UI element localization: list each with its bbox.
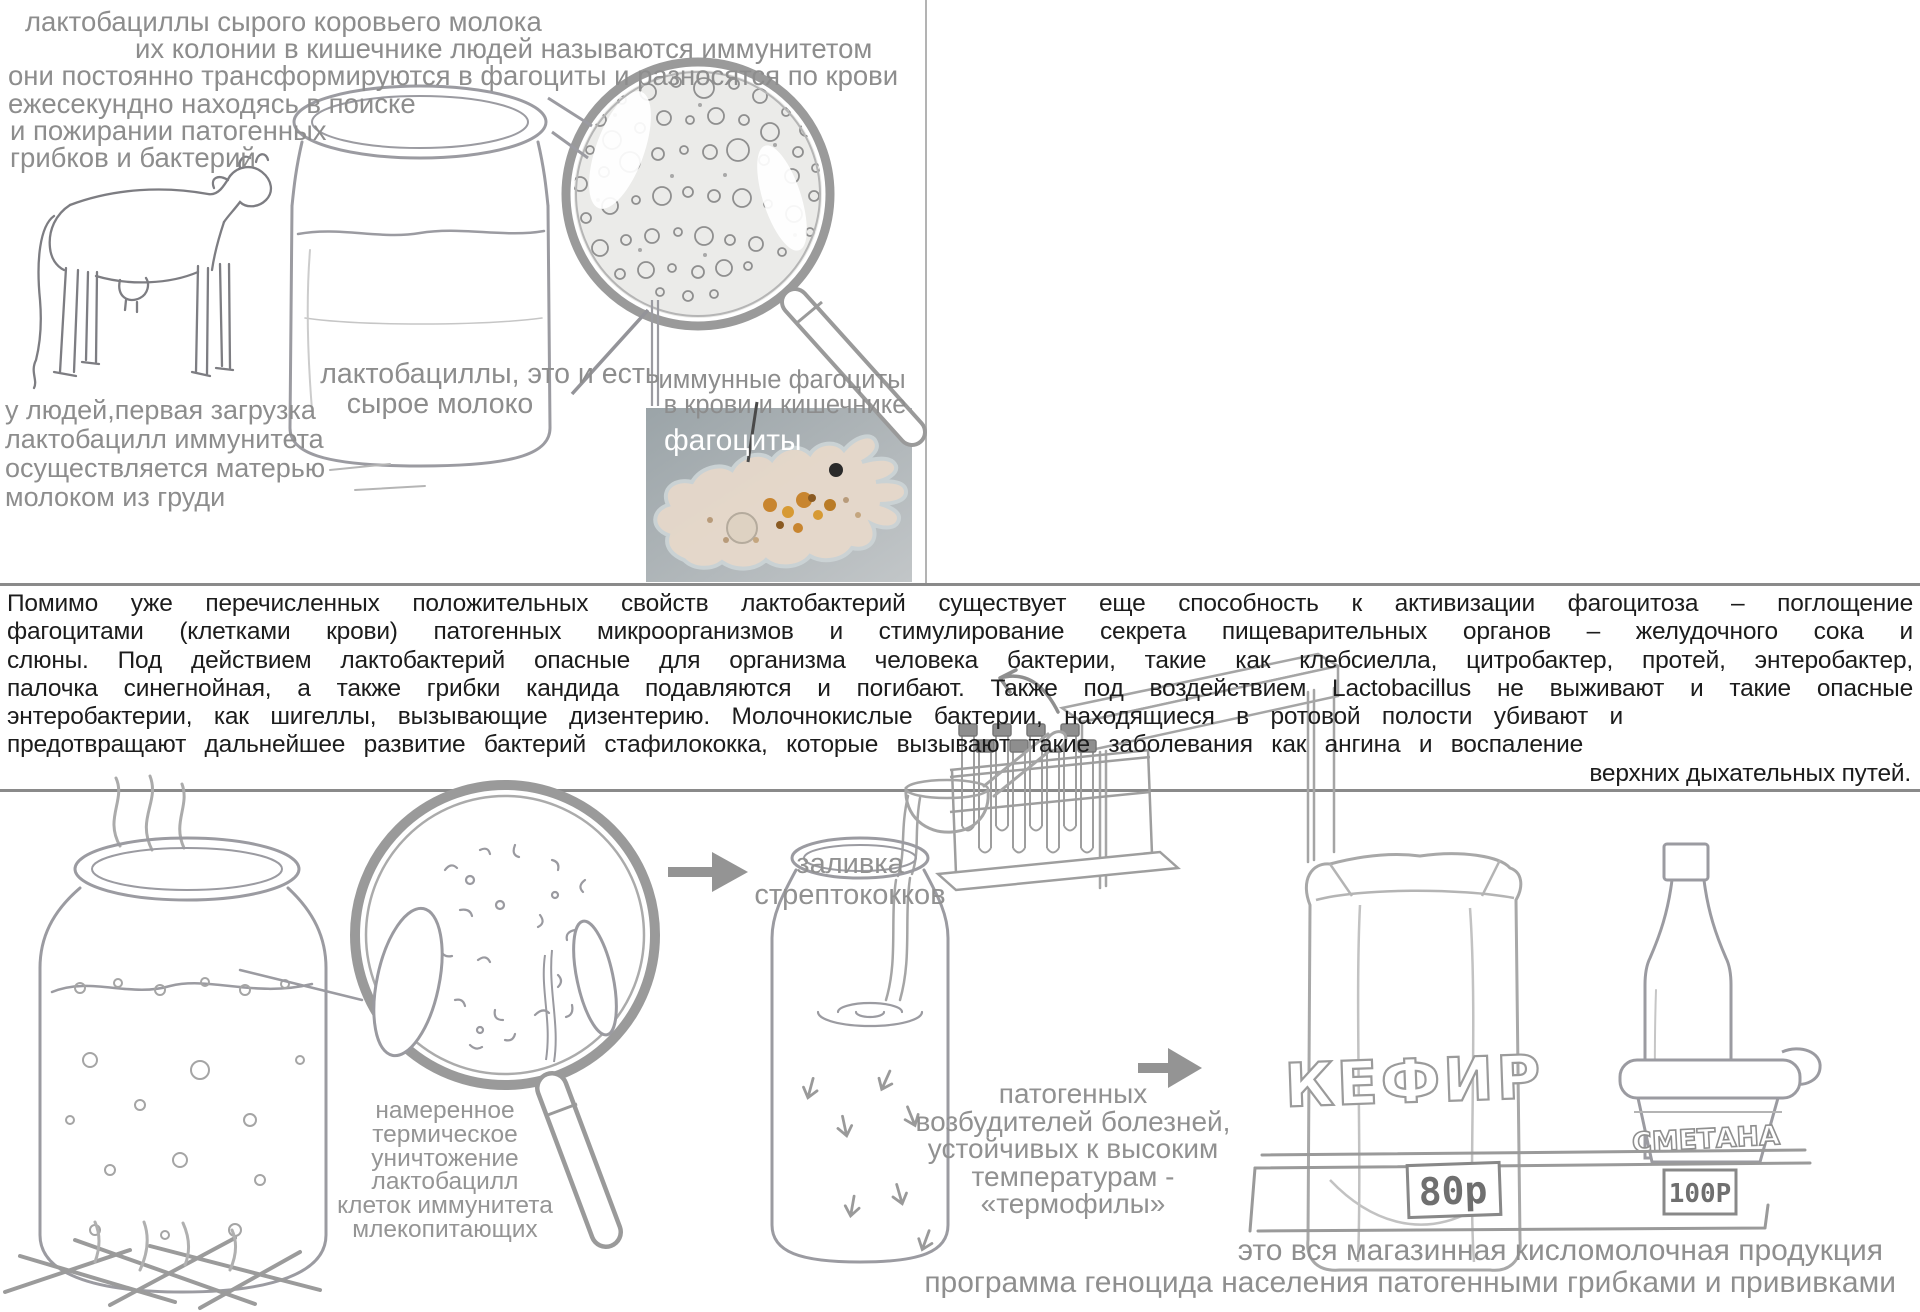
paragraph-line: палочка синегнойная, а также грибки кандида подавляются и погибают. Также под воздействием Lactobacillus не выживают и такие опасные	[7, 674, 1913, 702]
note-line: температурам -	[971, 1160, 1175, 1192]
top-text-line-5: и пожирании патогенных	[10, 115, 327, 146]
note-line: намеренное	[375, 1097, 515, 1124]
note-line: молоком из груди	[5, 482, 226, 512]
note-line: «термофилы»	[980, 1188, 1166, 1219]
kefir-label: КЕФИР	[1283, 1042, 1545, 1122]
top-text-line-3: они постоянно трансформируются в фагоциты и разносятся по крови	[8, 60, 899, 91]
cow-icon	[34, 154, 271, 388]
top-text-line-6: грибков и бактерий	[10, 142, 256, 173]
note-line: уничтожение	[371, 1144, 519, 1172]
boiling-jar-icon	[40, 776, 362, 1292]
store-products-caption: это вся магазинная кисломолочная продукция	[1237, 1234, 1883, 1267]
note-line: патогенных	[998, 1078, 1148, 1109]
streptococci-pour-label	[754, 849, 945, 911]
fire-icon	[5, 1222, 320, 1308]
phagocyte-label-line-2: в крови и кишечнике	[663, 391, 907, 419]
top-text-line-4: ежесекундно находясь в поиске	[8, 88, 416, 119]
thermal-destruction-note	[337, 1099, 553, 1242]
genocide-caption: программа геноцида населения патогенными грибками и прививками	[924, 1266, 1896, 1299]
note-line: клеток иммунитета	[337, 1192, 553, 1220]
top-text-line-2: их колонии в кишечнике людей называются иммунитетом	[135, 33, 873, 64]
milk-jar-icon	[290, 86, 550, 490]
note-line: лактобацилл иммунитета	[5, 424, 324, 454]
paragraph-line: Помимо уже перечисленных положительных свойств лактобактерий существует еще способность к активизации фагоцитоза – поглощение	[7, 590, 1913, 617]
note-line: стрептококков	[754, 879, 946, 911]
note-line: млекопитающих	[352, 1215, 538, 1243]
smetana-tub-icon	[1620, 1049, 1820, 1162]
raw-milk-label-line-1: лактобациллы, это и есть	[320, 358, 660, 390]
magnifier-raw-milk-icon	[548, 52, 846, 406]
price-smetana-label: 100Р	[1668, 1179, 1732, 1209]
smetana-label: СМЕТАНА	[1631, 1120, 1781, 1159]
paragraph-line: фагоцитами (клетками крови) патогенных микроорганизмов и стимулирование секрета пищеварительных органов – желудочного сока и	[7, 618, 1913, 646]
note-line: заливка	[796, 848, 904, 880]
paragraph-line: предотвращают дальнейшее развитие бактерий стафилококка, которые вызывают такие заболевания как ангина и воспаление	[7, 731, 1583, 759]
phagocyte-label-line-1: иммунные фагоциты	[658, 366, 906, 394]
price-tag-smetana	[1664, 1170, 1736, 1214]
note-line: лактобацилл	[371, 1168, 519, 1196]
note-line: термическое	[372, 1120, 518, 1148]
main-paragraph	[7, 590, 1913, 788]
paragraph-line: энтеробактерии, как шигеллы, вызывающие дизентерию. Молочнокислые бактерии, находящиеся в ротовой полости убивают и	[7, 703, 1623, 731]
price-tag-kefir	[1407, 1162, 1501, 1217]
arrow-right-icon	[668, 852, 748, 892]
raw-milk-label-line-2: сырое молоко	[346, 388, 534, 420]
paragraph-line: верхних дыхательных путей.	[1589, 759, 1911, 787]
note-line: осуществляется матерью	[5, 453, 326, 483]
price-kefir-label: 80р	[1417, 1167, 1489, 1215]
note-line: возбудителей болезней,	[915, 1105, 1231, 1137]
top-text-line-1: лактобациллы сырого коровьего молока	[25, 6, 542, 37]
thermophiles-note	[916, 1080, 1231, 1218]
photo-caption: фагоциты	[664, 424, 802, 457]
paragraph-line: слюны. Под действием лактобактерий опасные для организма человека бактерии, такие как клебсиелла, цитробактер, протей, энтеробактер,	[7, 646, 1913, 674]
note-line: у людей,первая загрузка	[5, 395, 316, 425]
mother-milk-note	[5, 396, 325, 512]
note-line: устойчивых к высоким	[927, 1133, 1219, 1164]
